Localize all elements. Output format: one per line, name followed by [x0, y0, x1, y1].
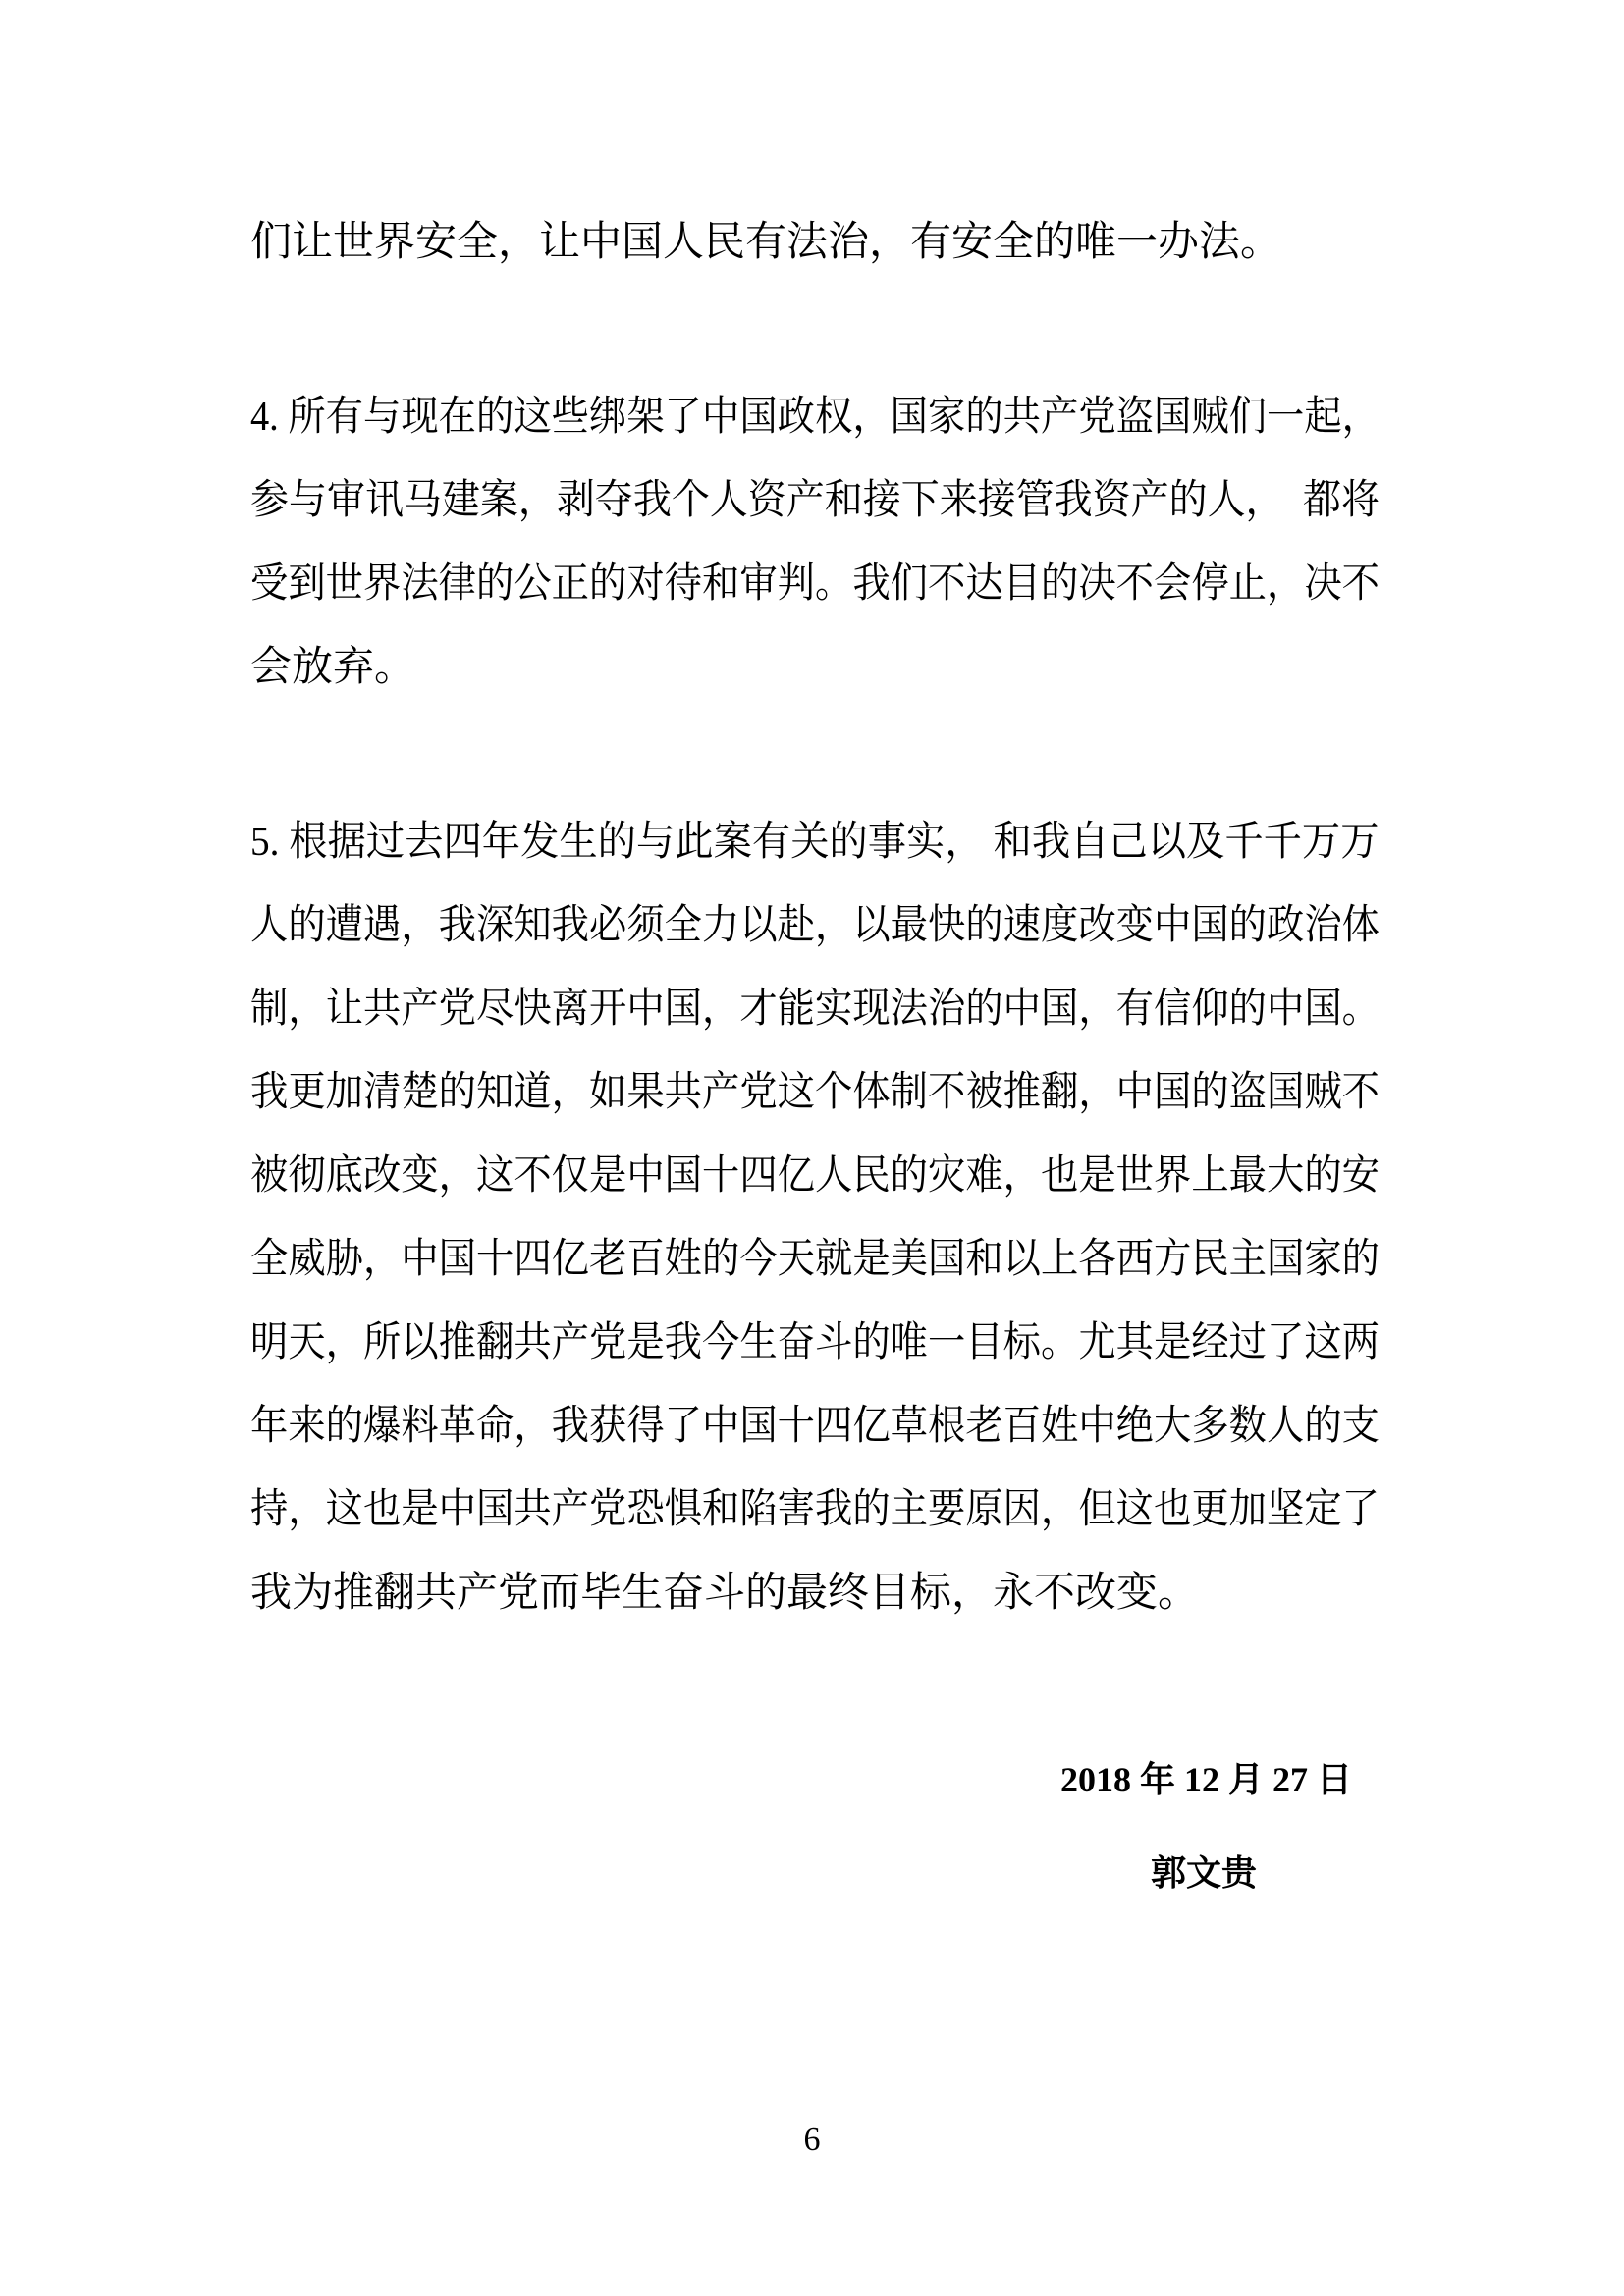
- page-footer: [0, 2120, 1624, 2160]
- signature-name: 郭文贵: [1150, 1853, 1257, 1893]
- paragraph: [250, 376, 1380, 710]
- text-line: 会放弃。: [250, 645, 416, 690]
- document-body: [250, 0, 1380, 1920]
- text-line: 受到世界法律的公正的对待和审判。我们不达目的决不会停止，决不: [250, 561, 1380, 607]
- text-line: 们让世界安全，让中国人民有法治，有安全的唯一办法。: [250, 220, 1282, 265]
- text-line: 明天，所以推翻共产党是我今生奋斗的唯一目标。尤其是经过了这两: [250, 1320, 1380, 1365]
- text-line: 持，这也是中国共产党恐惧和陷害我的主要原因，但这也更加坚定了: [250, 1487, 1380, 1532]
- text-line: 人的遭遇，我深知我必须全力以赴，以最快的速度改变中国的政治体: [250, 903, 1380, 948]
- text-line: 被彻底改变，这不仅是中国十四亿人民的灾难，也是世界上最大的安: [250, 1153, 1380, 1199]
- paragraph: [250, 201, 1380, 285]
- page-number: 6: [803, 2121, 821, 2158]
- date-signature-block: [250, 1734, 1380, 1920]
- paragraph: [250, 801, 1380, 1635]
- paragraphs-container: [250, 201, 1380, 1635]
- text-line: 我更加清楚的知道，如果共产党这个体制不被推翻，中国的盗国贼不: [250, 1070, 1380, 1115]
- text-line: 4. 所有与现在的这些绑架了中国政权，国家的共产党盗国贼们一起，: [250, 395, 1380, 440]
- text-line: 我为推翻共产党而毕生奋斗的最终目标，永不改变。: [250, 1571, 1200, 1616]
- date-line: 2018 年 12 月 27 日: [1059, 1760, 1352, 1799]
- text-line: 5. 根据过去四年发生的与此案有关的事实， 和我自己以及千千万万: [250, 820, 1380, 865]
- text-line: 全威胁，中国十四亿老百姓的今天就是美国和以上各西方民主国家的: [250, 1237, 1380, 1282]
- text-line: 参与审讯马建案，剥夺我个人资产和接下来接管我资产的人， 都将: [250, 478, 1380, 523]
- text-line: 制，让共产党尽快离开中国，才能实现法治的中国，有信仰的中国。: [250, 987, 1380, 1032]
- text-line: 年来的爆料革命，我获得了中国十四亿草根老百姓中绝大多数人的支: [250, 1404, 1380, 1449]
